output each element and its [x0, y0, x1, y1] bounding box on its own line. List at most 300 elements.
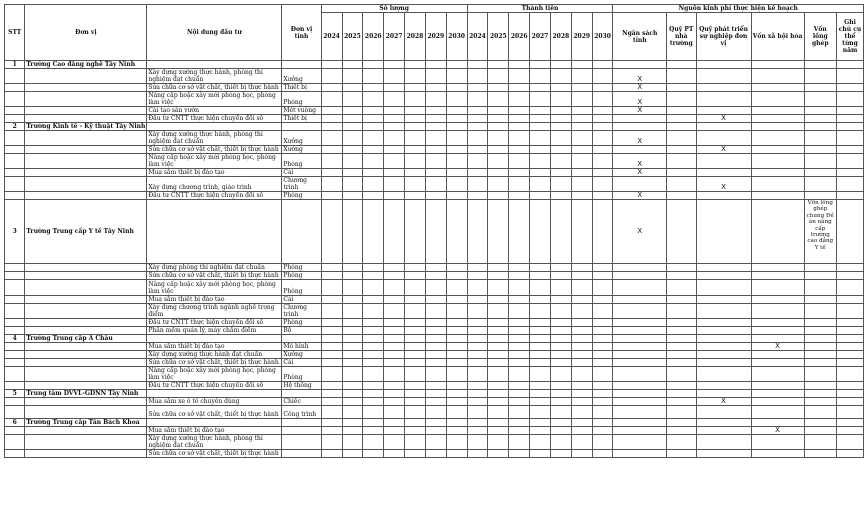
fund-integrated-cell	[804, 296, 837, 304]
quantity-cell	[425, 169, 446, 177]
amount-cell	[571, 382, 592, 390]
quantity-cell	[321, 192, 342, 200]
row-measure: Chương trình	[282, 304, 321, 319]
row-stt	[5, 296, 25, 304]
amount-cell	[509, 177, 530, 192]
fund-career-cell	[696, 169, 751, 177]
amount-cell	[592, 154, 613, 169]
row-content: Sửa chữa cơ sở vật chất, thiết bị thực hành	[147, 84, 282, 92]
quantity-cell	[363, 398, 384, 406]
amount-cell	[509, 351, 530, 359]
quantity-cell	[405, 84, 426, 92]
amount-cell	[530, 382, 551, 390]
amount-cell	[592, 398, 613, 406]
quantity-cell	[342, 107, 363, 115]
unit-row	[5, 335, 864, 343]
fund-note-cell	[837, 146, 864, 154]
amount-cell	[550, 367, 571, 382]
row-stt	[5, 84, 25, 92]
amount-cell	[530, 131, 551, 146]
quantity-cell	[446, 304, 467, 319]
amount-cell	[550, 69, 571, 84]
row-measure: Thiết bị	[282, 84, 321, 92]
quantity-cell	[425, 200, 446, 264]
quantity-cell	[321, 335, 342, 343]
quantity-cell	[425, 304, 446, 319]
fund-budget-cell: X	[613, 200, 667, 264]
fund-career-cell	[696, 343, 751, 351]
row-measure: Cái	[282, 296, 321, 304]
quantity-cell	[321, 115, 342, 123]
quantity-cell	[405, 343, 426, 351]
amount-cell	[530, 398, 551, 406]
fund-career-cell: X	[696, 398, 751, 406]
amount-cell	[530, 450, 551, 458]
amount-cell	[571, 115, 592, 123]
fund-budget-cell	[613, 177, 667, 192]
quantity-cell	[446, 264, 467, 272]
item-row	[5, 382, 864, 390]
row-unit	[25, 92, 147, 107]
amount-cell	[488, 61, 509, 69]
row-stt	[5, 115, 25, 123]
row-content: Nâng cấp hoặc xây mới phòng học, phòng làm việc	[147, 367, 282, 382]
row-unit	[25, 427, 147, 435]
row-stt	[5, 367, 25, 382]
header-year: 2027	[384, 13, 405, 61]
amount-cell	[488, 69, 509, 84]
fund-integrated-cell	[804, 406, 837, 419]
quantity-cell	[384, 367, 405, 382]
quantity-cell	[321, 427, 342, 435]
amount-cell	[592, 61, 613, 69]
quantity-cell	[321, 264, 342, 272]
fund-note-cell	[837, 192, 864, 200]
fund-social-cell	[751, 327, 804, 335]
fund-budget-cell: X	[613, 192, 667, 200]
amount-cell	[488, 435, 509, 450]
fund-social-cell	[751, 304, 804, 319]
fund-social-cell	[751, 115, 804, 123]
quantity-cell	[384, 419, 405, 427]
quantity-cell	[363, 169, 384, 177]
quantity-cell	[363, 419, 384, 427]
fund-budget-cell	[613, 319, 667, 327]
amount-cell	[592, 123, 613, 131]
quantity-cell	[363, 131, 384, 146]
quantity-cell	[321, 200, 342, 264]
quantity-cell	[446, 319, 467, 327]
row-unit: Trường Cao đẳng nghề Tây Ninh	[25, 61, 147, 69]
amount-cell	[488, 351, 509, 359]
amount-cell	[530, 296, 551, 304]
quantity-cell	[363, 92, 384, 107]
amount-cell	[592, 92, 613, 107]
quantity-cell	[384, 264, 405, 272]
amount-cell	[571, 84, 592, 92]
item-row	[5, 450, 864, 458]
row-unit	[25, 304, 147, 319]
row-measure	[282, 419, 321, 427]
header-year: 2024	[467, 13, 488, 61]
quantity-cell	[321, 390, 342, 398]
fund-budget-cell	[613, 351, 667, 359]
amount-cell	[488, 419, 509, 427]
item-row	[5, 154, 864, 169]
amount-cell	[550, 296, 571, 304]
amount-cell	[571, 319, 592, 327]
header-fund-note: Ghi chú cụ thể từng năm	[837, 13, 864, 61]
quantity-cell	[384, 146, 405, 154]
amount-cell	[592, 115, 613, 123]
fund-career-cell	[696, 450, 751, 458]
row-content: Đầu tư CNTT thực hiện chuyển đổi số	[147, 192, 282, 200]
fund-integrated-cell	[804, 319, 837, 327]
fund-school-cell	[667, 427, 697, 435]
quantity-cell	[384, 435, 405, 450]
quantity-cell	[363, 115, 384, 123]
row-stt	[5, 264, 25, 272]
row-unit	[25, 435, 147, 450]
amount-cell	[550, 450, 571, 458]
row-stt	[5, 280, 25, 296]
fund-career-cell	[696, 107, 751, 115]
unit-row	[5, 419, 864, 427]
amount-cell	[530, 280, 551, 296]
amount-cell	[467, 154, 488, 169]
quantity-cell	[425, 123, 446, 131]
row-unit	[25, 398, 147, 406]
row-measure	[282, 61, 321, 69]
fund-career-cell	[696, 390, 751, 398]
amount-cell	[571, 296, 592, 304]
quantity-cell	[405, 146, 426, 154]
item-row	[5, 367, 864, 382]
fund-social-cell	[751, 200, 804, 264]
fund-school-cell	[667, 107, 697, 115]
item-row	[5, 319, 864, 327]
amount-cell	[509, 382, 530, 390]
item-row	[5, 327, 864, 335]
fund-note-cell	[837, 296, 864, 304]
row-measure: Cái	[282, 359, 321, 367]
fund-integrated-cell	[804, 359, 837, 367]
row-stt	[5, 146, 25, 154]
amount-cell	[530, 154, 551, 169]
quantity-cell	[363, 154, 384, 169]
quantity-cell	[425, 107, 446, 115]
quantity-cell	[425, 406, 446, 419]
row-content: Sửa chữa cơ sở vật chất, thiết bị thực hành	[147, 359, 282, 367]
row-unit	[25, 169, 147, 177]
amount-cell	[550, 146, 571, 154]
quantity-cell	[321, 146, 342, 154]
amount-cell	[509, 419, 530, 427]
quantity-cell	[446, 154, 467, 169]
quantity-cell	[342, 427, 363, 435]
amount-cell	[571, 335, 592, 343]
fund-career-cell: X	[696, 115, 751, 123]
fund-career-cell	[696, 69, 751, 84]
fund-note-cell	[837, 69, 864, 84]
fund-social-cell	[751, 319, 804, 327]
header-year: 2028	[550, 13, 571, 61]
quantity-cell	[342, 327, 363, 335]
fund-school-cell	[667, 192, 697, 200]
amount-cell	[571, 390, 592, 398]
row-unit	[25, 450, 147, 458]
quantity-cell	[342, 359, 363, 367]
amount-cell	[488, 335, 509, 343]
fund-school-cell	[667, 327, 697, 335]
amount-cell	[488, 280, 509, 296]
amount-cell	[550, 154, 571, 169]
fund-note-cell	[837, 343, 864, 351]
fund-budget-cell: X	[613, 154, 667, 169]
quantity-cell	[342, 192, 363, 200]
fund-school-cell	[667, 131, 697, 146]
row-stt	[5, 343, 25, 351]
row-content: Sửa chữa cơ sở vật chất, thiết bị thực hành	[147, 272, 282, 280]
quantity-cell	[363, 146, 384, 154]
row-stt	[5, 359, 25, 367]
quantity-cell	[321, 406, 342, 419]
row-measure: Bộ	[282, 327, 321, 335]
fund-social-cell	[751, 435, 804, 450]
header-fund-school: Quỹ PT nhà trường	[667, 13, 697, 61]
quantity-cell	[384, 177, 405, 192]
quantity-cell	[342, 69, 363, 84]
quantity-cell	[363, 382, 384, 390]
fund-integrated-cell	[804, 390, 837, 398]
quantity-cell	[384, 351, 405, 359]
quantity-cell	[446, 382, 467, 390]
amount-cell	[488, 319, 509, 327]
quantity-cell	[425, 327, 446, 335]
quantity-cell	[321, 296, 342, 304]
quantity-cell	[446, 115, 467, 123]
fund-career-cell	[696, 154, 751, 169]
amount-cell	[488, 382, 509, 390]
fund-budget-cell: X	[613, 92, 667, 107]
amount-cell	[530, 319, 551, 327]
quantity-cell	[446, 177, 467, 192]
quantity-cell	[425, 69, 446, 84]
fund-school-cell	[667, 154, 697, 169]
amount-cell	[530, 272, 551, 280]
quantity-cell	[384, 398, 405, 406]
quantity-cell	[446, 131, 467, 146]
amount-cell	[530, 200, 551, 264]
header-fund-social: Vốn xã hội hóa	[751, 13, 804, 61]
amount-cell	[509, 146, 530, 154]
row-content: Đầu tư CNTT thực hiện chuyển đổi số	[147, 319, 282, 327]
fund-social-cell	[751, 169, 804, 177]
fund-integrated-cell: Vốn lồng ghép chung Đề án nâng cấp trường cao đẳng Y tế	[804, 200, 837, 264]
quantity-cell	[405, 419, 426, 427]
amount-cell	[467, 61, 488, 69]
fund-budget-cell	[613, 335, 667, 343]
row-unit: Trường Kinh tế - Kỹ thuật Tây Ninh	[26, 123, 146, 130]
amount-cell	[571, 327, 592, 335]
quantity-cell	[425, 296, 446, 304]
amount-cell	[530, 351, 551, 359]
quantity-cell	[405, 154, 426, 169]
row-unit: Trường Trung cấp Á Châu	[25, 335, 147, 343]
quantity-cell	[321, 327, 342, 335]
quantity-cell	[446, 419, 467, 427]
row-stt: 1	[5, 61, 25, 69]
header-year: 2026	[509, 13, 530, 61]
amount-cell	[509, 406, 530, 419]
quantity-cell	[384, 69, 405, 84]
amount-cell	[467, 84, 488, 92]
row-measure: Công trình	[282, 406, 321, 419]
amount-cell	[530, 92, 551, 107]
quantity-cell	[342, 398, 363, 406]
amount-cell	[467, 192, 488, 200]
fund-budget-cell	[613, 382, 667, 390]
amount-cell	[550, 343, 571, 351]
quantity-cell	[384, 327, 405, 335]
item-row	[5, 272, 864, 280]
header-fund-integrated: Vốn lồng ghép	[804, 13, 837, 61]
fund-career-cell	[696, 61, 751, 69]
fund-career-cell	[696, 351, 751, 359]
item-row	[5, 169, 864, 177]
fund-note-cell	[837, 419, 864, 427]
quantity-cell	[405, 390, 426, 398]
quantity-cell	[425, 280, 446, 296]
quantity-cell	[384, 154, 405, 169]
amount-cell	[550, 200, 571, 264]
amount-cell	[550, 427, 571, 435]
quantity-cell	[425, 382, 446, 390]
quantity-cell	[384, 200, 405, 264]
quantity-cell	[384, 107, 405, 115]
amount-cell	[571, 280, 592, 296]
fund-integrated-cell	[804, 304, 837, 319]
amount-cell	[509, 359, 530, 367]
quantity-cell	[342, 419, 363, 427]
amount-cell	[571, 359, 592, 367]
amount-cell	[530, 169, 551, 177]
amount-cell	[488, 154, 509, 169]
quantity-cell	[342, 154, 363, 169]
quantity-cell	[321, 419, 342, 427]
quantity-cell	[425, 450, 446, 458]
fund-note-cell	[837, 280, 864, 296]
amount-cell	[509, 398, 530, 406]
fund-note-cell	[837, 84, 864, 92]
amount-cell	[467, 390, 488, 398]
row-content	[147, 419, 282, 427]
quantity-cell	[363, 435, 384, 450]
amount-cell	[509, 154, 530, 169]
amount-cell	[467, 398, 488, 406]
amount-cell	[467, 177, 488, 192]
amount-cell	[488, 123, 509, 131]
quantity-cell	[321, 61, 342, 69]
fund-social-cell	[751, 272, 804, 280]
amount-cell	[592, 435, 613, 450]
amount-cell	[571, 92, 592, 107]
fund-note-cell	[837, 123, 864, 131]
quantity-cell	[363, 84, 384, 92]
amount-cell	[488, 398, 509, 406]
item-row	[5, 398, 864, 406]
quantity-cell	[446, 450, 467, 458]
quantity-cell	[405, 427, 426, 435]
quantity-cell	[425, 319, 446, 327]
row-stt	[5, 69, 25, 84]
row-unit	[25, 154, 147, 169]
fund-school-cell	[667, 398, 697, 406]
fund-school-cell	[667, 382, 697, 390]
fund-integrated-cell	[804, 169, 837, 177]
fund-note-cell	[837, 272, 864, 280]
amount-cell	[592, 359, 613, 367]
amount-cell	[467, 131, 488, 146]
quantity-cell	[321, 343, 342, 351]
row-content: Mua sắm thiết bị đào tạo	[147, 296, 282, 304]
header-year: 2025	[488, 13, 509, 61]
fund-integrated-cell	[804, 367, 837, 382]
amount-cell	[550, 359, 571, 367]
amount-cell	[488, 146, 509, 154]
amount-cell	[509, 304, 530, 319]
amount-cell	[571, 169, 592, 177]
fund-budget-cell	[613, 406, 667, 419]
quantity-cell	[405, 398, 426, 406]
row-measure: Phòng	[282, 192, 321, 200]
quantity-cell	[384, 115, 405, 123]
fund-note-cell	[837, 200, 864, 264]
quantity-cell	[342, 319, 363, 327]
fund-note-cell	[837, 367, 864, 382]
header-funding: Nguồn kinh phí thực hiện kế hoạch	[613, 5, 864, 13]
quantity-cell	[384, 382, 405, 390]
fund-integrated-cell	[804, 123, 837, 131]
amount-cell	[530, 115, 551, 123]
row-measure: Xưởng	[282, 69, 321, 84]
header-year: 2030	[446, 13, 467, 61]
fund-budget-cell: X	[613, 107, 667, 115]
amount-cell	[488, 192, 509, 200]
quantity-cell	[446, 406, 467, 419]
item-row	[5, 343, 864, 351]
quantity-cell	[425, 335, 446, 343]
fund-note-cell	[837, 92, 864, 107]
quantity-cell	[425, 84, 446, 92]
unit-row	[5, 200, 864, 264]
fund-career-cell	[696, 427, 751, 435]
fund-school-cell	[667, 406, 697, 419]
fund-budget-cell	[613, 390, 667, 398]
quantity-cell	[342, 335, 363, 343]
amount-cell	[488, 343, 509, 351]
amount-cell	[509, 131, 530, 146]
amount-cell	[550, 115, 571, 123]
quantity-cell	[321, 107, 342, 115]
item-row	[5, 146, 864, 154]
fund-school-cell	[667, 272, 697, 280]
amount-cell	[592, 367, 613, 382]
amount-cell	[509, 390, 530, 398]
quantity-cell	[384, 169, 405, 177]
unit-row	[5, 123, 864, 131]
row-unit	[25, 319, 147, 327]
